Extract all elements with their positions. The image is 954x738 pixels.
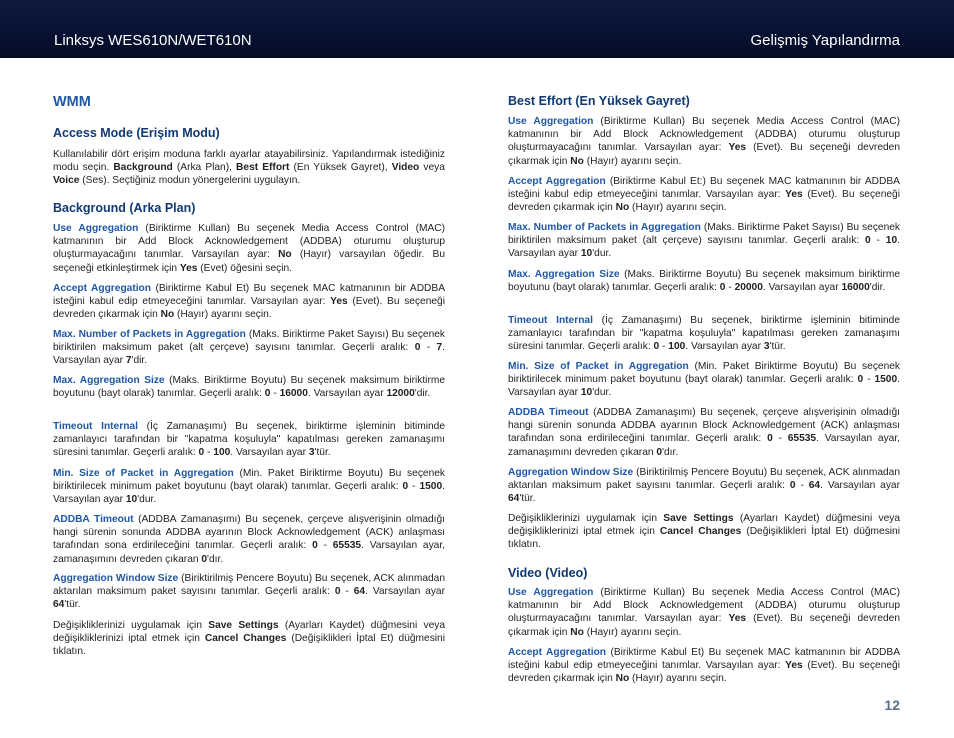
be-save-instructions: Değişikliklerinizi uygulamak için Save Settings (Ayarları Kaydet) düğmesini veya değişikliklerinizi iptal etmek için Cancel Changes (Değişiklikleri İptal Et) düğmesini tıklatın. (508, 513, 901, 551)
be-min-size: Min. Size of Packet in Aggregation (Min. Paket Biriktirme Boyutu) Bu seçenek biriktirilecek minimum paket boyutunu (bayt olarak) tanımlar. Geçerli aralık: 0 - 1500. Varsayılan ayar 10'dur. (508, 361, 900, 399)
be-timeout-internal: Timeout Internal (İç Zamanaşımı) Bu seçenek, biriktirme işleminin bitiminde zamanlayıcı tarafından bir "kapatma koşuluyla" kapatılması gereken zamanaşımı süresini tanımlar. Geçerli aralık: 0 - 100. Varsayılan ayar 3'tür. (508, 315, 900, 353)
be-max-size: Max. Aggregation Size (Maks. Biriktirme Boyutu) Bu seçenek maksimum biriktirme boyutunu (bayt olarak) tanımlar. Geçerli aralık: 0 - 20000. Varsayılan ayar 16000'dir. (508, 269, 900, 294)
be-aggregation-window: Aggregation Window Size (Biriktirilmiş Pencere Boyutu) Bu seçenek, ACK alınmadan aktarılan maksimum paket sayısını tanımlar. Geçerli aralık: 0 - 64. Varsayılan ayar 64'tür. (508, 467, 900, 505)
be-accept-aggregation: Accept Aggregation (Biriktirme Kabul Et:) Bu seçenek MAC katmanının bir ADDBA isteğini kabul edip etmeyeceğini tanımlar. Varsayılan ayar: Yes (Evet). Bu seçeneği devreden çıkarmak için No (Hayır) ayarını seçin. (508, 176, 900, 214)
bg-timeout-internal: Timeout Internal (İç Zamanaşımı) Bu seçenek, biriktirme işleminin bitiminde zamanlayıcı tarafından bir "kapatma koşuluyla" kapatılması gereken zamanaşımı süresini tanımlar. Geçerli aralık: 0 - 100. Varsayılan ayar 3'tür. (53, 421, 445, 459)
bg-aggregation-window: Aggregation Window Size (Biriktirilmiş Pencere Boyutu) Bu seçenek, ACK alınmadan aktarılan maksimum paket sayısını tanımlar. Geçerli aralık: 0 - 64. Varsayılan ayar 64'tür. (53, 573, 445, 611)
be-use-aggregation: Use Aggregation (Biriktirme Kullan) Bu seçenek Media Access Control (MAC) katmanının bir Add Block Acknowledgement (ADDBA) oturumu oluşturup oluşturmayacağını tanımlar. Varsayılan ayar: Yes (Evet). Bu seçeneği devreden çıkarmak için No (Hayır) ayarını seçin. (508, 116, 900, 167)
section-title: WMM (53, 94, 91, 110)
bg-addba-timeout: ADDBA Timeout (ADDBA Zamanaşımı) Bu seçenek, çerçeve alışverişinin olmadığı hangi sürenin sonunda ADDBA ayarının Block Acknowledgement (ACK) anlaşması tarafından sona erdirileceğini tanımlar. Geçerli aralık: 0 - 65535. Varsayılan ayar, zamanaşımını devreden çıkaran 0'dır. (53, 514, 445, 565)
page-header (0, 0, 954, 58)
header-section: Gelişmiş Yapılandırma (750, 32, 900, 49)
be-max-packets: Max. Number of Packets in Aggregation (Maks. Biriktirme Paket Sayısı) Bu seçenek biriktirilen maksimum paket (alt çerçeve) sayısını tanımlar. Geçerli aralık: 0 - 10. Varsayılan ayar 10'dur. (508, 222, 900, 260)
video-heading: Video (Video) (508, 566, 588, 580)
bg-max-packets: Max. Number of Packets in Aggregation (Maks. Biriktirme Paket Sayısı) Bu seçenek biriktirilen maksimum paket (alt çerçeve) sayısını tanımlar. Geçerli aralık: 0 - 7. Varsayılan ayar 7'dir. (53, 329, 445, 367)
access-mode-text: Kullanılabilir dört erişim moduna farklı ayarlar atayabilirsiniz. Yapılandırmak istediğiniz modu seçin. Background (Arka Plan), Best Effort (En Yüksek Gayret), Video veya Voice (Ses). Seçtiğiniz modun yönergelerini uygulayın. (53, 149, 445, 187)
be-addba-timeout: ADDBA Timeout (ADDBA Zamanaşımı) Bu seçenek, çerçeve alışverişinin olmadığı hangi sürenin sonunda ADDBA ayarının Block Acknowledgement (ACK) anlaşması tarafından sona erdirileceğini tanımlar. Geçerli aralık: 0 - 65535. Varsayılan ayar, zamanaşımını devreden çıkaran 0'dır. (508, 407, 900, 458)
best-effort-heading: Best Effort (En Yüksek Gayret) (508, 94, 690, 108)
bg-min-size: Min. Size of Packet in Aggregation (Min. Paket Biriktirme Boyutu) Bu seçenek biriktirilecek minimum paket boyutunu (bayt olarak) tanımlar. Geçerli aralık: 0 - 1500. Varsayılan ayar 10'dur. (53, 468, 445, 506)
page-number: 12 (884, 697, 900, 713)
bg-use-aggregation: Use Aggregation (Biriktirme Kullan) Bu seçenek Media Access Control (MAC) katmanının bir Add Block Acknowledgement (ADDBA) oturumu oluşturup oluşturmayacağını tanımlar. Varsayılan ayar: No (Hayır) varsayılan öğedir. Bu seçeneği etkinleştirmek için Yes (Evet) öğesini seçin. (53, 223, 445, 274)
background-heading: Background (Arka Plan) (53, 201, 196, 215)
bg-accept-aggregation: Accept Aggregation (Biriktirme Kabul Et) Bu seçenek MAC katmanının bir ADDBA isteğini kabul edip etmeyeceğini tanımlar. Varsayılan ayar: Yes (Evet). Bu seçeneği devreden çıkarmak için No (Hayır) ayarını seçin. (53, 283, 445, 321)
header-product: Linksys WES610N/WET610N (54, 32, 252, 49)
bg-save-instructions: Değişikliklerinizi uygulamak için Save Settings (Ayarları Kaydet) düğmesini veya değişikliklerinizi iptal etmek için Cancel Changes (Değişiklikleri İptal Et) düğmesini tıklatın. (53, 620, 446, 658)
bg-max-size: Max. Aggregation Size (Maks. Biriktirme Boyutu) Bu seçenek maksimum biriktirme boyutunu (bayt olarak) tanımlar. Geçerli aralık: 0 - 16000. Varsayılan ayar 12000'dir. (53, 375, 445, 400)
access-mode-heading: Access Mode (Erişim Modu) (53, 126, 220, 140)
video-use-aggregation: Use Aggregation (Biriktirme Kullan) Bu seçenek Media Access Control (MAC) katmanının bir Add Block Acknowledgement (ADDBA) oturumu oluşturup oluşturmayacağını tanımlar. Varsayılan ayar: Yes (Evet). Bu seçeneği devreden çıkarmak için No (Hayır) ayarını seçin. (508, 587, 900, 638)
video-accept-aggregation: Accept Aggregation (Biriktirme Kabul Et) Bu seçenek MAC katmanının bir ADDBA isteğini kabul edip etmeyeceğini tanımlar. Varsayılan ayar: Yes (Evet). Bu seçeneği devreden çıkarmak için No (Hayır) ayarını seçin. (508, 647, 900, 685)
